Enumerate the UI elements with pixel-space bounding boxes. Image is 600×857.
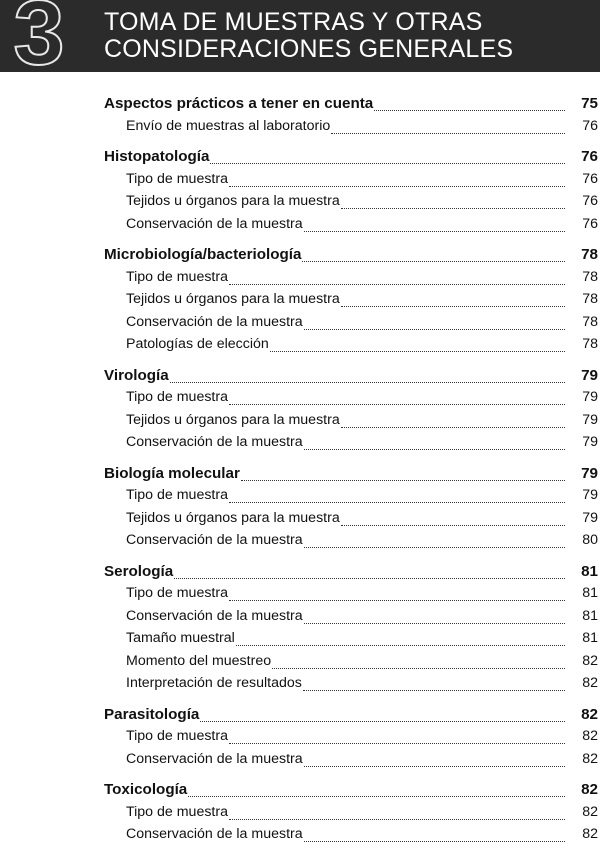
dot-leader	[341, 524, 565, 526]
dot-leader	[210, 162, 565, 164]
page-number: 78	[582, 268, 598, 285]
toc-entry-label: Tejidos u órganos para la muestra	[126, 193, 340, 209]
page-number: 79	[581, 464, 598, 482]
toc-entry[interactable]	[104, 171, 598, 194]
chapter-title-line1: TOMA DE MUESTRAS Y OTRAS	[104, 8, 483, 36]
page-number: 82	[582, 728, 598, 744]
toc-entry-label: Tipo de muestra	[126, 389, 228, 405]
toc-entry-label: Momento del muestreo	[126, 652, 272, 669]
toc-section-heading[interactable]	[104, 246, 598, 269]
dot-leader	[304, 328, 565, 330]
toc-entry-label: Conservación de la muestra	[126, 750, 303, 767]
toc-entry-label: Tipo de muestra	[126, 728, 228, 744]
chapter-number: 3	[13, 0, 65, 84]
chapter-title	[104, 9, 594, 63]
toc-entry[interactable]	[104, 193, 598, 216]
toc-entry-label: Tipo de muestra	[126, 170, 228, 187]
toc-entry[interactable]	[104, 826, 598, 849]
toc-entry-label: Envío de muestras al laboratorio	[126, 117, 331, 134]
dot-leader	[341, 207, 565, 209]
dot-leader	[229, 185, 565, 187]
toc-entry-label: Tejidos u órganos para la muestra	[126, 509, 340, 526]
page-number: 76	[582, 193, 598, 209]
toc-section-heading-label: Biología molecular	[104, 464, 240, 482]
page-number: 79	[582, 389, 598, 405]
toc-entry[interactable]	[104, 728, 598, 751]
dot-leader	[229, 501, 565, 503]
toc-section-heading[interactable]	[104, 148, 598, 171]
dot-leader	[229, 742, 565, 744]
toc-section	[104, 246, 598, 359]
toc-section-heading[interactable]	[104, 781, 598, 804]
toc-entry[interactable]	[104, 434, 598, 457]
dot-leader	[236, 644, 565, 646]
dot-leader	[331, 132, 565, 134]
toc-entry[interactable]	[104, 608, 598, 631]
dot-leader	[241, 479, 565, 481]
dot-leader	[303, 689, 565, 691]
page-number: 79	[582, 509, 598, 526]
page-number: 81	[582, 607, 598, 624]
toc-entry-label: Tejidos u órganos para la muestra	[126, 411, 340, 428]
toc-entry-label: Conservación de la muestra	[126, 532, 303, 548]
page-number: 81	[581, 562, 598, 580]
dot-leader	[174, 577, 565, 579]
toc-section-heading-label: Toxicología	[104, 781, 188, 798]
page-number: 82	[582, 675, 598, 691]
toc-entry-label: Conservación de la muestra	[126, 826, 303, 842]
dot-leader	[302, 260, 565, 262]
toc-entry[interactable]	[104, 216, 598, 239]
page-number: 76	[582, 170, 598, 187]
page-number: 78	[581, 246, 598, 263]
dot-leader	[170, 381, 565, 383]
toc-entry-label: Interpretación de resultados	[126, 675, 302, 691]
dot-leader	[374, 109, 565, 111]
toc-section-heading-label: Histopatología	[104, 148, 210, 165]
toc-entry[interactable]	[104, 532, 598, 555]
toc-section-heading[interactable]	[104, 95, 598, 118]
toc-entry[interactable]	[104, 291, 598, 314]
chapter-title-line2: CONSIDERACIONES GENERALES	[104, 35, 514, 63]
toc-entry[interactable]	[104, 804, 598, 827]
toc-entry[interactable]	[104, 412, 598, 435]
page-number: 76	[582, 117, 598, 134]
toc-entry-label: Tejidos u órganos para la muestra	[126, 291, 340, 307]
toc-entry-label: Tipo de muestra	[126, 268, 228, 285]
toc-section-heading-label: Virología	[104, 366, 169, 384]
page-number: 82	[582, 803, 598, 820]
page-number: 80	[582, 532, 598, 548]
page-number: 82	[581, 705, 598, 723]
dot-leader	[304, 765, 565, 767]
toc-entry-label: Conservación de la muestra	[126, 434, 303, 450]
dot-leader	[304, 448, 565, 450]
dot-leader	[341, 305, 565, 307]
toc-entry[interactable]	[104, 653, 598, 676]
toc-entry-label: Conservación de la muestra	[126, 215, 303, 232]
toc-section-heading[interactable]	[104, 563, 598, 586]
toc-entry[interactable]	[104, 487, 598, 510]
page-number: 76	[581, 148, 598, 165]
dot-leader	[229, 818, 565, 820]
dot-leader	[272, 667, 565, 669]
dot-leader	[270, 350, 565, 352]
toc-section-heading[interactable]	[104, 367, 598, 390]
toc-entry-label: Conservación de la muestra	[126, 313, 303, 330]
page-number: 78	[582, 313, 598, 330]
toc-entry[interactable]	[104, 751, 598, 774]
page-number: 82	[582, 826, 598, 842]
toc-entry-label: Conservación de la muestra	[126, 607, 303, 624]
page-number: 79	[582, 434, 598, 450]
dot-leader	[341, 426, 565, 428]
toc-section	[104, 367, 598, 457]
toc-section-heading-label: Microbiología/bacteriología	[104, 246, 302, 263]
toc-section-heading[interactable]	[104, 465, 598, 488]
page-number: 82	[582, 750, 598, 767]
page-number: 82	[581, 781, 598, 798]
page-number: 79	[582, 411, 598, 428]
toc-entry-label: Tipo de muestra	[126, 803, 228, 820]
page-number: 79	[581, 366, 598, 384]
page-number: 76	[582, 215, 598, 232]
page-number: 78	[582, 291, 598, 307]
dot-leader	[229, 599, 565, 601]
dot-leader	[304, 840, 565, 842]
page-number: 81	[582, 585, 598, 601]
toc-entry[interactable]	[104, 314, 598, 337]
dot-leader	[304, 546, 565, 548]
toc-entry-label: Tipo de muestra	[126, 487, 228, 503]
dot-leader	[229, 283, 565, 285]
toc-entry-label: Patologías de elección	[126, 336, 269, 352]
page-number: 81	[582, 630, 598, 646]
toc-section	[104, 706, 598, 774]
toc-section	[104, 148, 598, 238]
toc-section	[104, 95, 598, 140]
dot-leader	[229, 403, 565, 405]
toc-entry[interactable]	[104, 510, 598, 533]
toc-entry-label: Tipo de muestra	[126, 585, 228, 601]
page-number: 78	[582, 336, 598, 352]
dot-leader	[200, 720, 565, 722]
toc-entry-label: Tamaño muestral	[126, 630, 235, 646]
table-of-contents	[104, 95, 598, 857]
dot-leader	[304, 230, 565, 232]
toc-entry[interactable]	[104, 336, 598, 359]
page-number: 82	[582, 652, 598, 669]
toc-entry[interactable]	[104, 675, 598, 698]
chapter-header	[0, 0, 600, 84]
toc-section-heading-label: Parasitología	[104, 705, 200, 723]
page-number: 79	[582, 487, 598, 503]
toc-section	[104, 465, 598, 555]
toc-entry[interactable]	[104, 585, 598, 608]
toc-entry[interactable]	[104, 389, 598, 412]
page-number: 75	[581, 95, 598, 112]
toc-entry[interactable]	[104, 630, 598, 653]
toc-entry[interactable]	[104, 269, 598, 292]
toc-section	[104, 781, 598, 849]
toc-section-heading[interactable]	[104, 706, 598, 729]
toc-section	[104, 563, 598, 698]
dot-leader	[304, 622, 565, 624]
toc-section-heading-label: Aspectos prácticos a tener en cuenta	[104, 95, 374, 112]
toc-section-heading-label: Serología	[104, 562, 174, 580]
toc-entry[interactable]	[104, 118, 598, 141]
dot-leader	[188, 795, 565, 797]
